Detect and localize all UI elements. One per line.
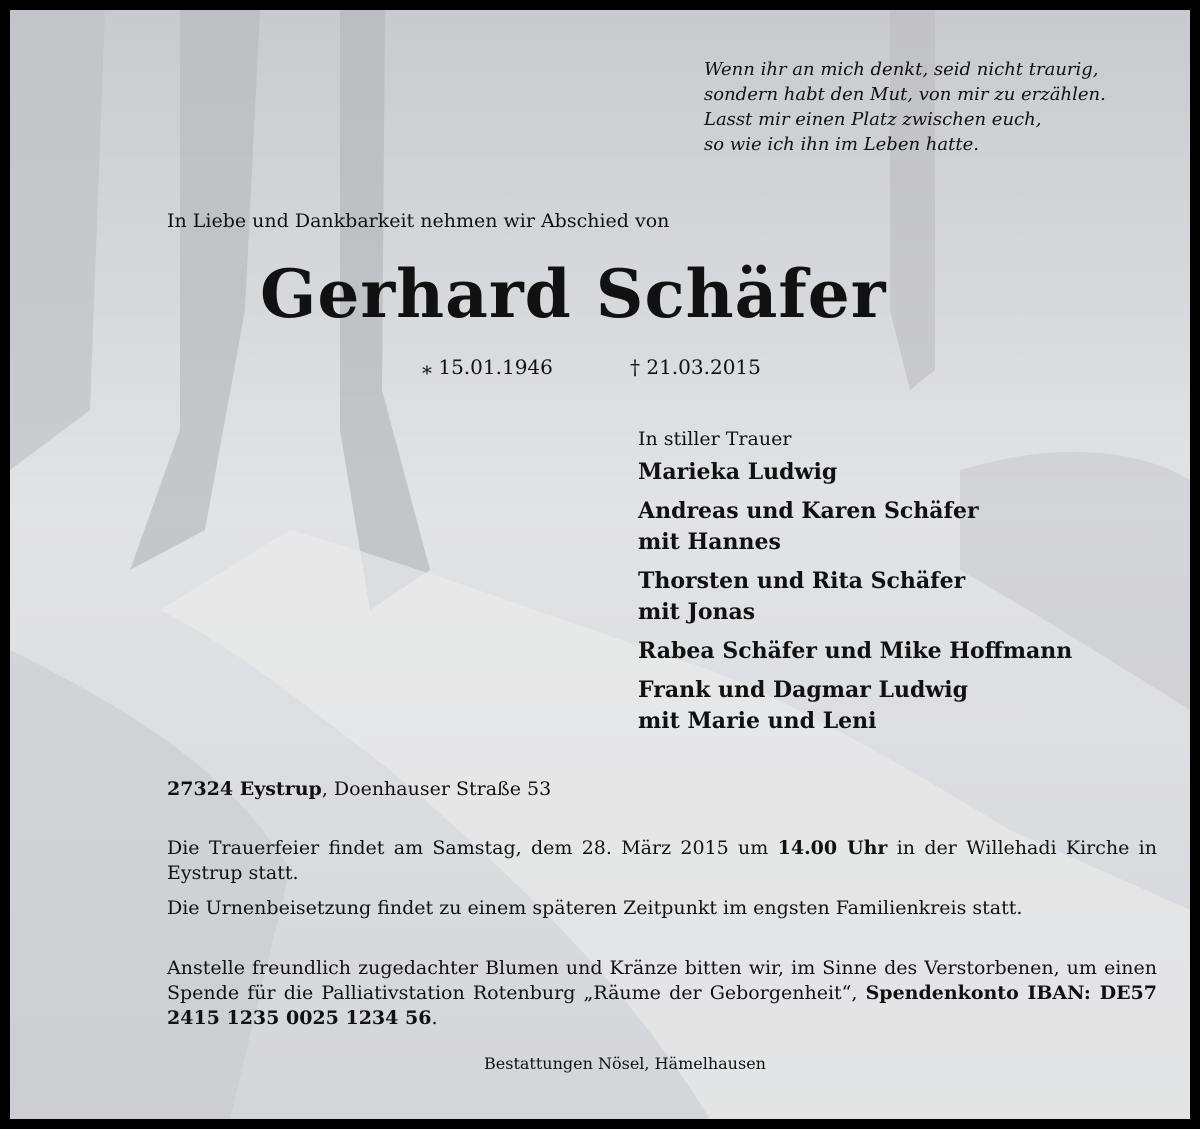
mourner-group: [638, 457, 1072, 488]
mourner-name: Rabea Schäfer und Mike Hoffmann: [638, 638, 1073, 664]
donation-text: Anstelle freundlich zugedachter Blumen und Kränze bitten wir, im Sinne des Verstorbenen, um einen Spende für die Palliativstation Rotenburg „Räume der Geborgenheit“,: [167, 957, 1157, 1004]
donation-account: Spendenkonto IBAN: DE57 2415 1235 0025 1234 56: [167, 982, 1157, 1029]
mourner-group: [638, 636, 1072, 667]
address-city: 27324 Eystrup: [167, 778, 322, 800]
urn-burial-paragraph: Die Urnenbeisetzung findet zu einem späteren Zeitpunkt im engsten Familienkreis statt.: [167, 897, 1023, 919]
family-address: [167, 778, 551, 800]
death-date-value: 21.03.2015: [646, 355, 761, 379]
mourners-list: [638, 428, 1072, 745]
intro-line: In Liebe und Dankbarkeit nehmen wir Abschied von: [167, 210, 670, 232]
birth-date: [422, 355, 553, 379]
memorial-quote: [704, 57, 1106, 157]
mourners-lead: In stiller Trauer: [638, 428, 792, 450]
undertaker-credit: Bestattungen Nösel, Hämelhausen: [484, 1054, 766, 1073]
mourner-name: mit Hannes: [638, 529, 781, 555]
mourner-group: [638, 496, 1072, 558]
donation-paragraph: [167, 956, 1157, 1031]
deceased-name: Gerhard Schäfer: [260, 255, 887, 333]
birth-date-value: 15.01.1946: [438, 355, 553, 379]
funeral-time: 14.00 Uhr: [777, 837, 888, 859]
address-street: , Doenhauser Straße 53: [321, 778, 552, 800]
cross-icon: †: [630, 355, 640, 379]
mourner-group: [638, 675, 1072, 737]
mourner-name: Thorsten und Rita Schäfer: [638, 568, 966, 594]
mourner-name: mit Marie und Leni: [638, 708, 877, 734]
funeral-service-paragraph: [167, 836, 1157, 886]
donation-text: .: [431, 1007, 438, 1029]
mourner-name: Frank und Dagmar Ludwig: [638, 677, 969, 703]
quote-line: Wenn ihr an mich denkt, seid nicht traurig,: [704, 59, 1099, 80]
mourner-group: [638, 566, 1072, 628]
mourner-name: mit Jonas: [638, 599, 756, 625]
mourner-name: Marieka Ludwig: [638, 459, 838, 485]
death-date: [630, 355, 761, 379]
funeral-text: Die Trauerfeier findet am Samstag, dem 28. März 2015 um: [167, 837, 778, 859]
quote-line: Lasst mir einen Platz zwischen euch,: [704, 109, 1042, 130]
quote-line: sondern habt den Mut, von mir zu erzählen.: [704, 84, 1106, 105]
mourner-name: Andreas und Karen Schäfer: [638, 498, 979, 524]
funeral-text: in der Willehadi Kirche in Eystrup statt.: [167, 837, 1157, 884]
quote-line: so wie ich ihn im Leben hatte.: [704, 134, 979, 155]
birth-star-icon: ⁎: [422, 355, 432, 379]
